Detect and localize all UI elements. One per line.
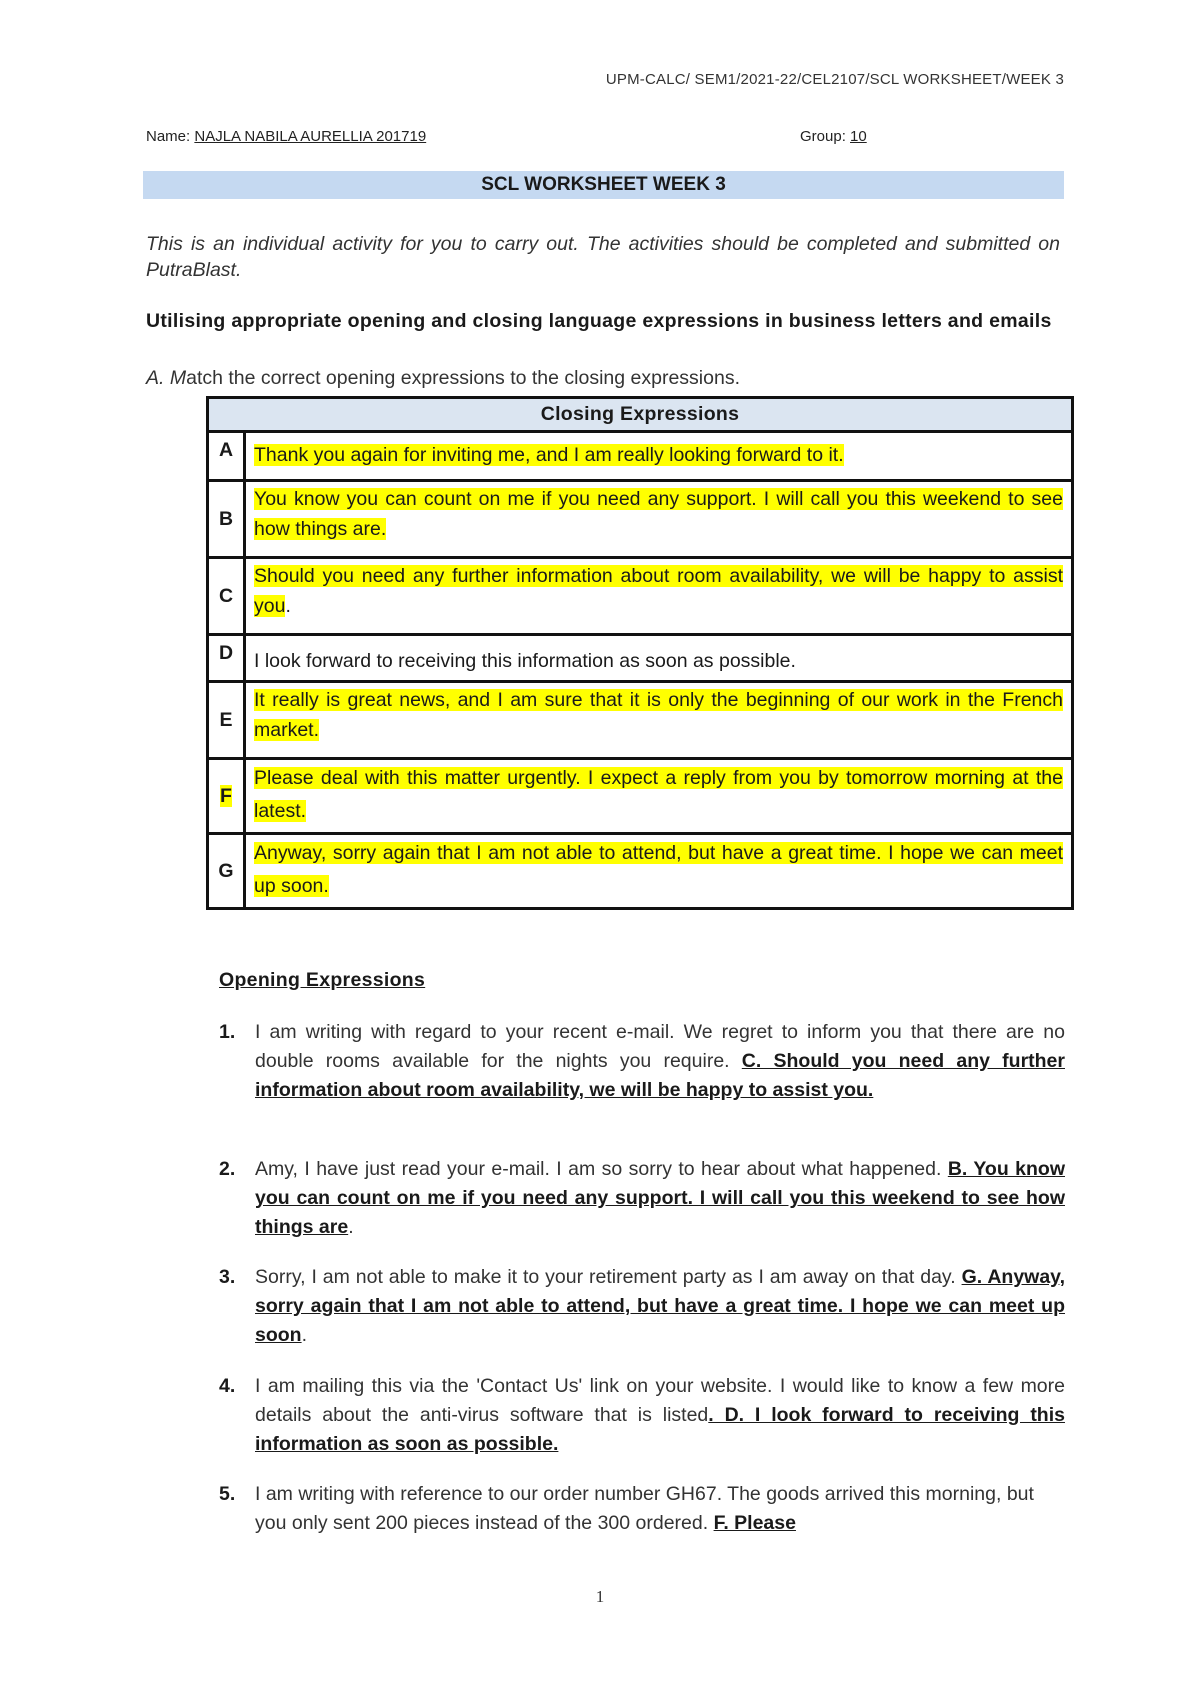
closing-text-highlight: Should you need any further information about room availability, we will be happy to assist you: [254, 565, 1063, 617]
closing-text: I look forward to receiving this information as soon as possible.: [245, 635, 1073, 682]
closing-text-highlight: Anyway, sorry again that I am not able to attend, but have a great time. I hope we can meet up soon.: [254, 842, 1063, 897]
item-number: 2.: [219, 1158, 236, 1180]
item-number: 3.: [219, 1266, 236, 1288]
opening-expressions-heading: Opening Expressions: [219, 969, 426, 991]
page-number: 1: [595, 1587, 605, 1606]
closing-text-highlight: Thank you again for inviting me, and I am really looking forward to it.: [254, 444, 844, 466]
closing-row-e: [208, 682, 1073, 759]
closing-text: [245, 481, 1073, 558]
item-answer: B. You know you can count on me if you need any support. I will call you this weekend to see how things are: [255, 1158, 1065, 1238]
closing-row-b: [208, 481, 1073, 558]
instruction: [146, 367, 740, 390]
opening-item: [219, 1155, 1065, 1242]
opening-item: [219, 1263, 1065, 1350]
student-group: [800, 128, 867, 145]
item-answer: G. Anyway, sorry again that I am not able to attend, but have a great time. I hope we can meet up soon: [255, 1266, 1065, 1346]
closing-letter: B: [208, 481, 245, 558]
item-answer: C. Should you need any further information about room availability, we will be happy to assist you.: [255, 1050, 1065, 1101]
closing-text: [245, 682, 1073, 759]
closing-row-d: [208, 635, 1073, 682]
item-tail: .: [348, 1216, 354, 1238]
name-label: Name:: [146, 128, 195, 145]
item-text: Sorry, I am not able to make it to your retirement party as I am away on that day.: [255, 1266, 962, 1288]
item-answer: F. Please: [713, 1512, 796, 1534]
item-number: 5.: [219, 1483, 236, 1505]
item-body: [255, 1263, 1065, 1350]
instruction-lead: A. M: [146, 367, 187, 389]
intro-paragraph: This is an individual activity for you to carry out. The activities should be completed and submitted on PutraBlast.: [146, 233, 1060, 281]
closing-letter: A: [208, 432, 245, 481]
closing-table-header: Closing Expressions: [208, 398, 1073, 432]
closing-letter: C: [208, 558, 245, 635]
closing-letter: D: [208, 635, 245, 682]
opening-item: [219, 1372, 1065, 1459]
closing-text-highlight: It really is great news, and I am sure that it is only the beginning of our work in the French market.: [254, 689, 1063, 741]
closing-text-highlight: Please deal with this matter urgently. I expect a reply from you by tomorrow morning at the latest.: [254, 767, 1063, 822]
closing-row-g: [208, 834, 1073, 909]
closing-text: [245, 558, 1073, 635]
item-number: 4.: [219, 1375, 236, 1397]
section-heading: Utilising appropriate opening and closing language expressions in business letters and emails: [146, 310, 1052, 332]
closing-row-a: [208, 432, 1073, 481]
item-text: I am writing with regard to your recent e-mail. We regret to inform you that there are no double rooms available for the nights you require.: [255, 1021, 1065, 1072]
student-name: [146, 128, 426, 145]
closing-text: [245, 834, 1073, 909]
closing-letter-highlight: F: [220, 785, 232, 807]
closing-text-suffix: .: [285, 595, 291, 617]
document-reference: UPM-CALC/ SEM1/2021-22/CEL2107/SCL WORKSHEET/WEEK 3: [605, 71, 1064, 88]
closing-letter: G: [208, 834, 245, 909]
item-body: [255, 1155, 1065, 1242]
item-tail: .: [301, 1324, 308, 1346]
closing-row-f: [208, 759, 1073, 834]
item-body: [255, 1018, 1065, 1105]
opening-item: [219, 1480, 1065, 1538]
group-value: 10: [850, 128, 867, 145]
name-value: NAJLA NABILA AURELLIA 201719: [194, 128, 427, 145]
worksheet-title: SCL WORKSHEET WEEK 3: [143, 171, 1064, 199]
item-text: I am writing with reference to our order number GH67. The goods arrived this morning, but you only sent 200 pieces instead of the 300 ordered.: [255, 1483, 1034, 1534]
item-body: [255, 1372, 1065, 1459]
group-label: Group:: [800, 128, 851, 145]
instruction-rest: atch the correct opening expressions to the closing expressions.: [186, 367, 740, 389]
closing-text: [245, 759, 1073, 834]
closing-letter: [208, 759, 245, 834]
item-text: Amy, I have just read your e-mail. I am so sorry to hear about what happened.: [255, 1158, 948, 1180]
closing-letter: E: [208, 682, 245, 759]
item-answer: . D. I look forward to receiving this information as soon as possible.: [255, 1404, 1065, 1455]
closing-row-c: [208, 558, 1073, 635]
item-text: I am mailing this via the 'Contact Us' link on your website. I would like to know a few more details about the anti-virus software that is listed: [255, 1375, 1065, 1426]
closing-expressions-table: [206, 396, 1074, 910]
item-body: [255, 1480, 1065, 1538]
closing-text: [245, 432, 1073, 481]
item-number: 1.: [219, 1021, 236, 1043]
closing-text-highlight: You know you can count on me if you need any support. I will call you this weekend to see how things are.: [254, 488, 1063, 540]
opening-item: [219, 1018, 1065, 1105]
